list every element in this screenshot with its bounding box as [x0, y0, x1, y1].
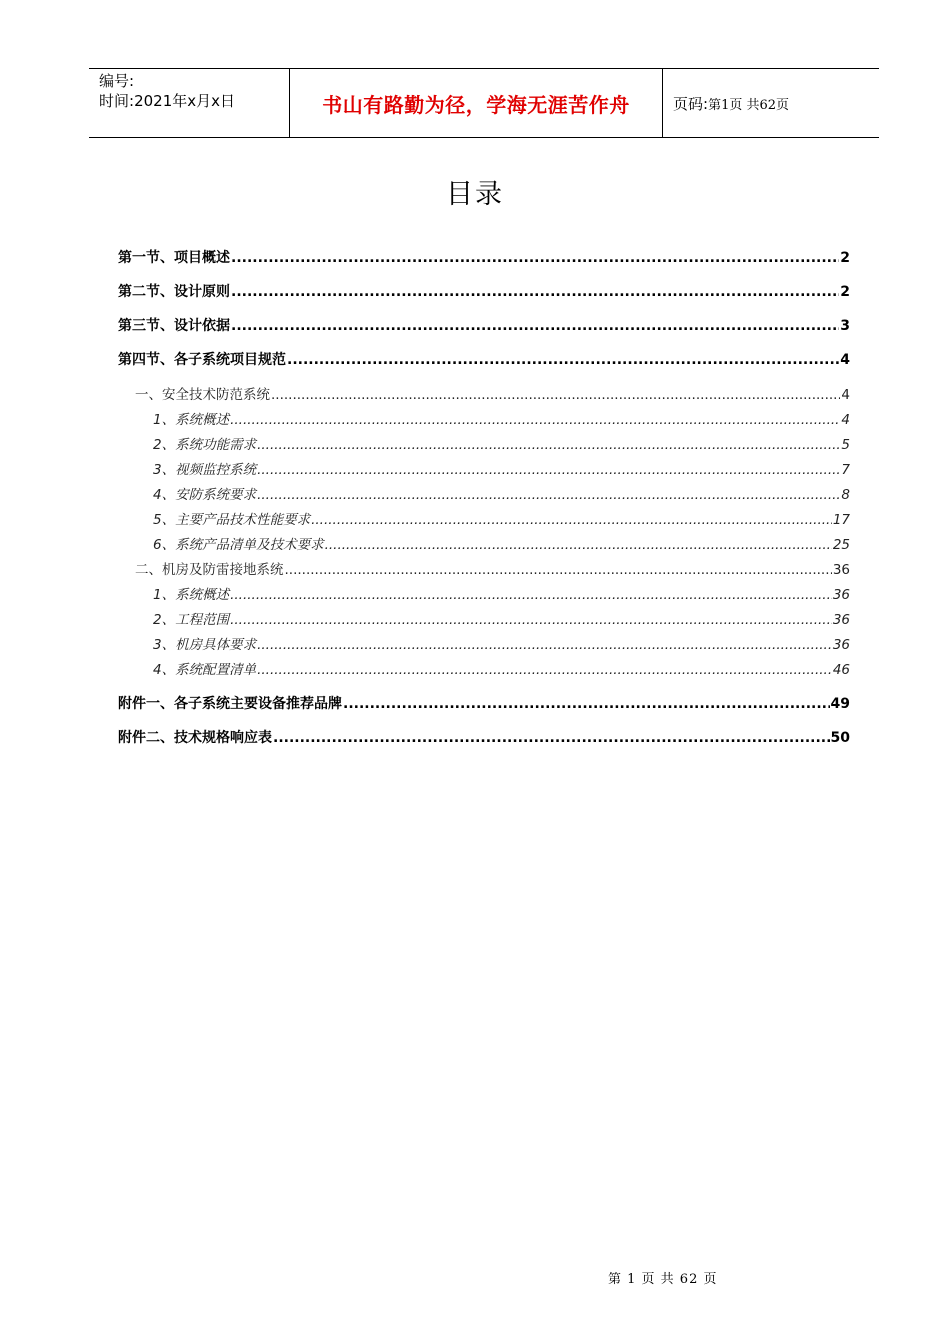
toc-entry[interactable]	[153, 585, 850, 605]
toc-entry[interactable]	[135, 560, 850, 580]
document-time	[99, 91, 289, 111]
toc-entry-label: 附件一、各子系统主要设备推荐品牌	[118, 696, 342, 712]
toc-entry-page: 4	[841, 412, 850, 428]
time-value: 2021年x月x日	[134, 92, 235, 110]
toc-entry-page: 7	[841, 462, 850, 478]
toc-entry-label: 附件二、技术规格响应表	[118, 730, 272, 746]
toc-entry[interactable]	[153, 460, 850, 480]
toc-entry[interactable]	[153, 435, 850, 455]
toc-leader-dots	[231, 282, 839, 302]
toc-leader-dots	[231, 248, 839, 268]
toc-entry[interactable]	[135, 385, 850, 405]
toc-entry-label: 第三节、设计依据	[118, 318, 230, 334]
toc-entry-label: 3、机房具体要求	[153, 637, 257, 653]
toc-entry-page: 4	[840, 352, 850, 368]
toc-entry[interactable]	[153, 660, 850, 680]
toc-entry[interactable]	[153, 535, 850, 555]
toc-entry-label: 2、系统功能需求	[153, 437, 257, 453]
toc-entry-label: 一、安全技术防范系统	[135, 387, 270, 403]
toc-entry-page: 36	[832, 587, 850, 603]
toc-entry-label: 4、安防系统要求	[153, 487, 257, 503]
toc-entry-page: 4	[841, 387, 850, 403]
toc-entry-label: 3、视频监控系统	[153, 462, 257, 478]
toc-entry[interactable]	[118, 728, 850, 748]
toc-title: 目录	[446, 179, 504, 210]
time-label: 时间:	[99, 92, 135, 110]
toc-entry-label: 2、工程范围	[153, 612, 230, 628]
document-header	[89, 68, 879, 138]
toc-entry[interactable]	[153, 510, 850, 530]
toc-entry[interactable]	[118, 316, 850, 336]
page-count-text: 第1页 共62页	[708, 97, 790, 113]
toc-entry-page: 36	[832, 562, 850, 578]
toc-entry-page: 5	[841, 437, 850, 453]
toc-entry-label: 第二节、设计原则	[118, 284, 230, 300]
toc-entry-label: 二、机房及防雷接地系统	[135, 562, 284, 578]
toc-entry-page: 49	[830, 696, 850, 712]
toc-leader-dots	[271, 385, 840, 405]
toc-entry-label: 1、系统概述	[153, 587, 230, 603]
toc-entry-label: 第一节、项目概述	[118, 250, 230, 266]
toc-entry[interactable]	[118, 350, 850, 370]
toc-entry-page: 3	[840, 318, 850, 334]
toc-entry[interactable]	[118, 282, 850, 302]
toc-leader-dots	[257, 485, 840, 505]
toc-entry-label: 第四节、各子系统项目规范	[118, 352, 286, 368]
toc-entry-page: 36	[832, 637, 850, 653]
toc-entry[interactable]	[153, 410, 850, 430]
toc-entry-label: 5、主要产品技术性能要求	[153, 512, 311, 528]
toc-leader-dots	[325, 535, 832, 555]
page-label: 页码:	[673, 94, 709, 113]
toc-leader-dots	[231, 316, 839, 336]
toc-entry-page: 2	[840, 250, 850, 266]
motto-text: 书山有路勤为径，学海无涯苦作舟	[322, 92, 630, 117]
header-info-cell	[89, 69, 290, 137]
toc-leader-dots	[311, 510, 832, 530]
toc-leader-dots	[343, 694, 830, 714]
toc-entry[interactable]	[118, 694, 850, 714]
toc-entry-page: 2	[840, 284, 850, 300]
toc-entry-page: 36	[832, 612, 850, 628]
page-footer: 第 1 页 共 62 页	[608, 1272, 718, 1287]
toc-entry[interactable]	[118, 248, 850, 268]
toc-leader-dots	[285, 560, 832, 580]
toc-entry-label: 4、系统配置清单	[153, 662, 257, 678]
header-motto-cell	[290, 69, 663, 137]
toc-leader-dots	[257, 435, 840, 455]
toc-leader-dots	[257, 660, 832, 680]
toc-leader-dots	[230, 410, 840, 430]
toc-leader-dots	[230, 585, 832, 605]
toc-entry-label: 1、系统概述	[153, 412, 230, 428]
toc-entry[interactable]	[153, 485, 850, 505]
toc-entry[interactable]	[153, 610, 850, 630]
toc-entry-label: 6、系统产品清单及技术要求	[153, 537, 324, 553]
toc-leader-dots	[257, 635, 832, 655]
document-number-label: 编号:	[99, 72, 135, 90]
toc-entry-page: 8	[841, 487, 850, 503]
toc-entry-page: 17	[832, 512, 850, 528]
toc-entry-page: 46	[832, 662, 850, 678]
toc-leader-dots	[230, 610, 832, 630]
header-page-cell	[663, 69, 879, 137]
toc-entry[interactable]	[153, 635, 850, 655]
toc-entry-page: 50	[830, 730, 850, 746]
toc-entry-page: 25	[832, 537, 850, 553]
toc-leader-dots	[287, 350, 839, 370]
toc-leader-dots	[257, 460, 840, 480]
toc-leader-dots	[273, 728, 830, 748]
